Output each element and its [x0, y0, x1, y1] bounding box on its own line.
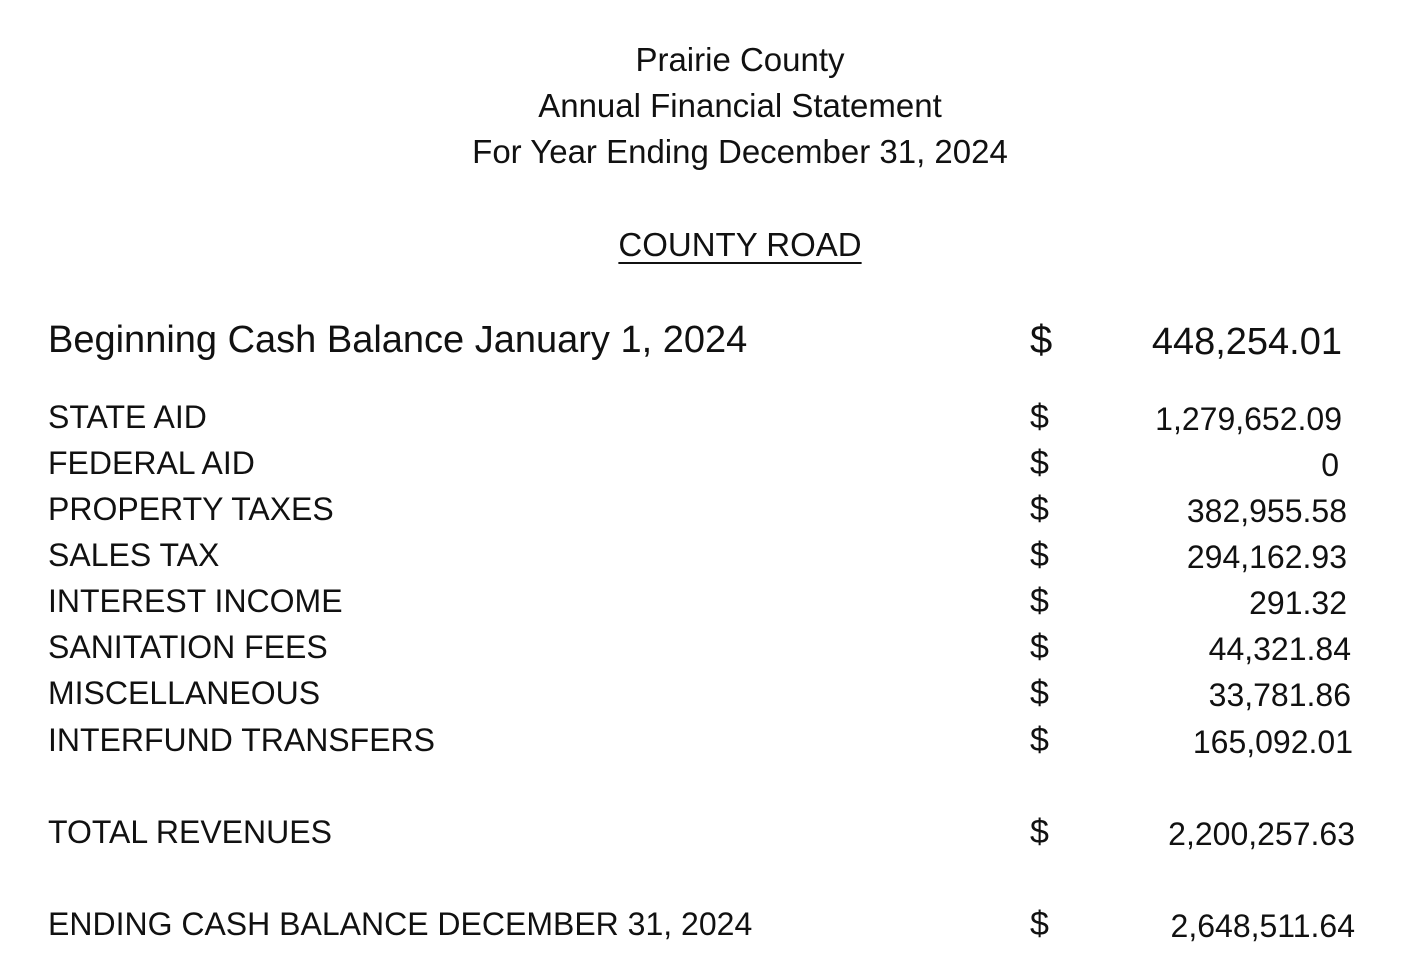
ending-balance-amount: 2,648,511.64 [1170, 908, 1355, 944]
revenue-row [0, 625, 1415, 671]
revenue-row [0, 533, 1415, 579]
revenue-amount: 294,162.93 [1186, 539, 1347, 575]
revenue-currency: $ [1030, 721, 1049, 759]
revenue-label: FEDERAL AID [48, 445, 255, 481]
revenue-label: INTEREST INCOME [48, 583, 343, 619]
beginning-balance-label: Beginning Cash Balance January 1, 2024 [48, 319, 748, 361]
beginning-balance-amount: 448,254.01 [1151, 321, 1342, 363]
section-title: COUNTY ROAD [618, 226, 862, 263]
revenue-row [0, 395, 1415, 441]
revenue-currency: $ [1030, 490, 1049, 528]
revenue-amount: 33,781.86 [1208, 677, 1351, 713]
revenue-currency: $ [1030, 444, 1049, 482]
total-revenues-amount: 2,200,257.63 [1168, 816, 1355, 852]
revenue-currency: $ [1030, 674, 1049, 712]
revenue-label: PROPERTY TAXES [48, 491, 334, 527]
revenue-currency: $ [1030, 536, 1049, 574]
ending-balance-currency: $ [1030, 905, 1049, 943]
revenue-amount: 0 [1321, 447, 1339, 483]
revenue-label: INTERFUND TRANSFERS [48, 722, 435, 758]
county-name: Prairie County [635, 41, 845, 78]
revenue-amount: 44,321.84 [1208, 631, 1351, 667]
revenue-label: SALES TAX [48, 537, 220, 573]
revenue-currency: $ [1030, 582, 1049, 620]
revenue-row [0, 441, 1415, 487]
ending-balance-label: ENDING CASH BALANCE DECEMBER 31, 2024 [48, 906, 753, 942]
ending-balance-row [0, 902, 1415, 948]
revenue-currency: $ [1030, 398, 1049, 436]
revenue-amount: 1,279,652.09 [1155, 401, 1342, 437]
revenue-row [0, 671, 1415, 717]
beginning-balance-row [0, 318, 1415, 364]
total-revenues-currency: $ [1030, 813, 1049, 851]
revenue-currency: $ [1030, 628, 1049, 666]
statement-period: For Year Ending December 31, 2024 [472, 133, 1008, 170]
revenue-row [0, 579, 1415, 625]
revenue-label: STATE AID [48, 399, 207, 435]
revenue-row [0, 718, 1415, 764]
beginning-balance-currency: $ [1030, 318, 1053, 362]
total-revenues-label: TOTAL REVENUES [48, 814, 332, 850]
statement-title: Annual Financial Statement [538, 87, 942, 124]
revenue-amount: 165,092.01 [1192, 724, 1353, 760]
revenue-label: MISCELLANEOUS [48, 675, 321, 711]
total-revenues-row [0, 810, 1415, 856]
revenue-amount: 291.32 [1249, 585, 1347, 621]
revenue-amount: 382,955.58 [1186, 493, 1347, 529]
revenue-label: SANITATION FEES [48, 629, 328, 665]
revenue-row [0, 487, 1415, 533]
